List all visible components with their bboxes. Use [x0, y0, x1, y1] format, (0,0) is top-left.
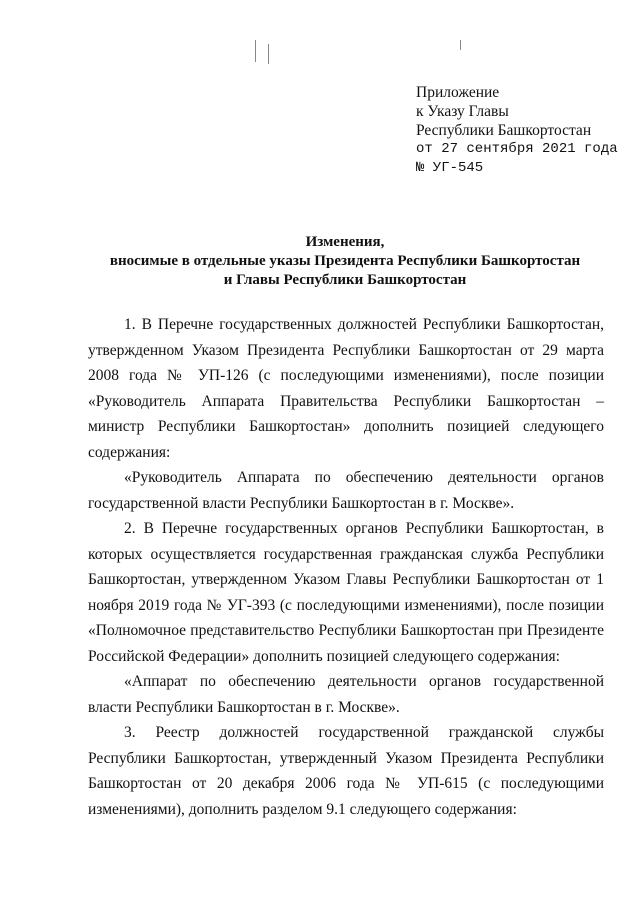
scan-artifact — [268, 44, 269, 64]
paragraph-1: 1. В Перечне государственных должностей Республики Башкортостан, утвержденном Указом Президента Республики Башкортостан от 29 марта 2008 года № УП-126 (с последующими изменениями), после позиции «Руководитель Аппарата Правительства Республики Башкортостан – министр Республики Башкортостан» дополнить позицией следующего содержания: — [88, 316, 604, 461]
paragraph-2-quote: «Аппарат по обеспечению деятельности органов государственной власти Республики Башкортостан в г. Москве». — [88, 673, 604, 716]
document-body — [88, 312, 604, 822]
title-line: вносимые в отдельные указы Президента Республики Башкортостан — [109, 253, 581, 269]
paragraph-1-quote: «Руководитель Аппарата по обеспечению деятельности органов государственной власти Республики Башкортостан в г. Москве». — [88, 469, 604, 512]
scan-artifact — [460, 40, 461, 50]
document-title — [60, 233, 630, 290]
title-line: Изменения, — [305, 234, 385, 250]
paragraph-3: 3. Реестр должностей государственной гражданской службы Республики Башкортостан, утвержденный Указом Президента Республики Башкортостан от 20 декабря 2006 года № УП-615 (с последующими изменениями), дополнить разделом 9.1 следующего содержания: — [88, 724, 604, 818]
appendix-date: от 27 сентября 2021 года — [416, 141, 618, 157]
appendix-line: к Указу Главы — [416, 103, 509, 120]
appendix-line: Приложение — [416, 84, 500, 101]
appendix-line: Республики Башкортостан — [416, 122, 592, 139]
title-line: и Главы Республики Башкортостан — [223, 272, 467, 288]
scan-artifact — [255, 40, 256, 62]
appendix-block — [416, 83, 626, 178]
appendix-number: № УГ-545 — [416, 160, 484, 176]
paragraph-2: 2. В Перечне государственных органов Республики Башкортостан, в которых осуществляется государственная гражданская служба Республики Башкортостан, утвержденном Указом Главы Республики Башкортостан от 1 ноября 2019 года № УГ-393 (с последующими изменениями), после позиции «Полномочное представительство Республики Башкортостан при Президенте Российской Федерации» дополнить позицией следующего содержания: — [88, 520, 604, 665]
